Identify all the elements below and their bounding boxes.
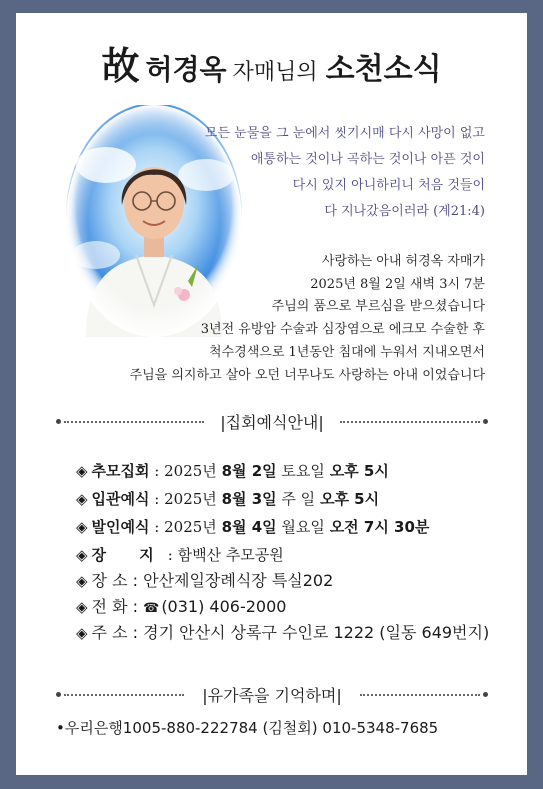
venue-info [76, 568, 489, 646]
burial-row: ◈ 장 지: 함백산 추모공원 [76, 546, 284, 564]
diamond-bullet-icon: ◈ [76, 598, 88, 616]
address-value: 경기 안산시 상록구 수인로 1222 (일동 649번지) [143, 623, 490, 642]
verse-line: 모든 눈물을 그 눈에서 씻기시매 다시 사망이 없고 [204, 126, 485, 141]
burial-value: 함백산 추모공원 [177, 546, 284, 564]
obituary-card [16, 13, 527, 775]
venue-phone-row: ◈ 전 화 : ☎ (031) 406-2000 [76, 597, 287, 616]
title-honorific: 자매님의 [232, 60, 318, 85]
schedule-date: 8월 2일 [221, 462, 277, 480]
family-heading: |유가족을 기억하며| [202, 686, 342, 705]
schedule-day: 토요일 [281, 462, 325, 480]
schedule-year: 2025년 [164, 518, 217, 536]
schedule-time: 오후 5시 [329, 462, 389, 480]
phone-icon: ☎ [143, 601, 160, 616]
schedule-label: 입관예식 [91, 490, 150, 508]
schedule-label: 추모집회 [91, 462, 150, 480]
burial-label: 장 지 [91, 546, 168, 564]
schedule-heading: |집회예식안내| [220, 413, 324, 432]
verse-line: 다시 있지 아니하리니 처음 것들이 [292, 178, 485, 193]
schedule-row: ◈ 입관예식 : 2025년 8월 3일 주 일 오후 5시 [76, 490, 380, 508]
title-name: 허경옥 [145, 53, 227, 86]
message-line: 사랑하는 아내 허경옥 자매가 [321, 254, 485, 269]
diamond-bullet-icon: ◈ [76, 624, 88, 642]
schedule-day: 월요일 [281, 518, 325, 536]
diamond-bullet-icon: ◈ [76, 518, 88, 536]
bank-account-line: •우리은행1005-880-222784 (김철회) 010-5348-7685 [56, 719, 439, 737]
diamond-bullet-icon: ◈ [76, 462, 88, 480]
schedule-row: ◈ 발인예식 : 2025년 8월 4일 월요일 오전 7시 30분 [76, 518, 430, 536]
schedule-time: 오후 5시 [319, 490, 380, 508]
schedule-row: ◈ 추모집회 : 2025년 8월 2일 토요일 오후 5시 [76, 462, 389, 480]
verse-line: 애통하는 것이나 곡하는 것이나 아픈 것이 [250, 152, 485, 167]
venue-address-row: ◈ 주 소 : 경기 안산시 상록구 수인로 1222 (일동 649번지) [76, 623, 490, 642]
diamond-bullet-icon: ◈ [76, 572, 88, 590]
bible-verse [205, 121, 485, 225]
schedule-section-header [56, 410, 488, 434]
phone-value[interactable]: (031) 406-2000 [161, 597, 287, 616]
phone-label: 전 화 [91, 597, 128, 616]
schedule-list [76, 457, 429, 569]
place-value: 안산제일장례식장 특실202 [143, 571, 334, 590]
message-line: 주님의 품으로 부르심을 받으셨습니다 [271, 299, 485, 315]
message-line: 주님을 의지하고 살아 오던 너무나도 사랑하는 아내 이었습니다 [129, 367, 485, 383]
schedule-day: 주 일 [281, 490, 316, 508]
schedule-time: 오전 7시 30분 [329, 518, 430, 536]
schedule-year: 2025년 [164, 462, 217, 480]
title-hanja: 故 [101, 44, 140, 88]
schedule-label: 발인예식 [91, 518, 150, 536]
address-label: 주 소 [91, 623, 128, 642]
venue-place-row: ◈ 장 소 : 안산제일장례식장 특실202 [76, 571, 334, 590]
place-label: 장 소 [91, 571, 128, 590]
message-line: 척수경색으로 1년동안 침대에 누워서 지내오면서 [209, 344, 485, 360]
diamond-bullet-icon: ◈ [76, 490, 88, 508]
message-line: 3년전 유방암 수술과 심장염으로 에크모 수술한 후 [200, 322, 485, 338]
schedule-date: 8월 4일 [221, 518, 277, 536]
message-line: 2025년 8월 2일 새벽 3시 7분 [310, 276, 485, 292]
memorial-message [130, 251, 485, 387]
diamond-bullet-icon: ◈ [76, 546, 88, 564]
title-news: 소천소식 [325, 52, 442, 87]
verse-line: 다 지나갔음이러라 (계21:4) [324, 204, 485, 219]
page-title [16, 35, 527, 90]
family-section-header [56, 683, 488, 707]
schedule-year: 2025년 [164, 490, 217, 508]
schedule-date: 8월 3일 [221, 490, 277, 508]
